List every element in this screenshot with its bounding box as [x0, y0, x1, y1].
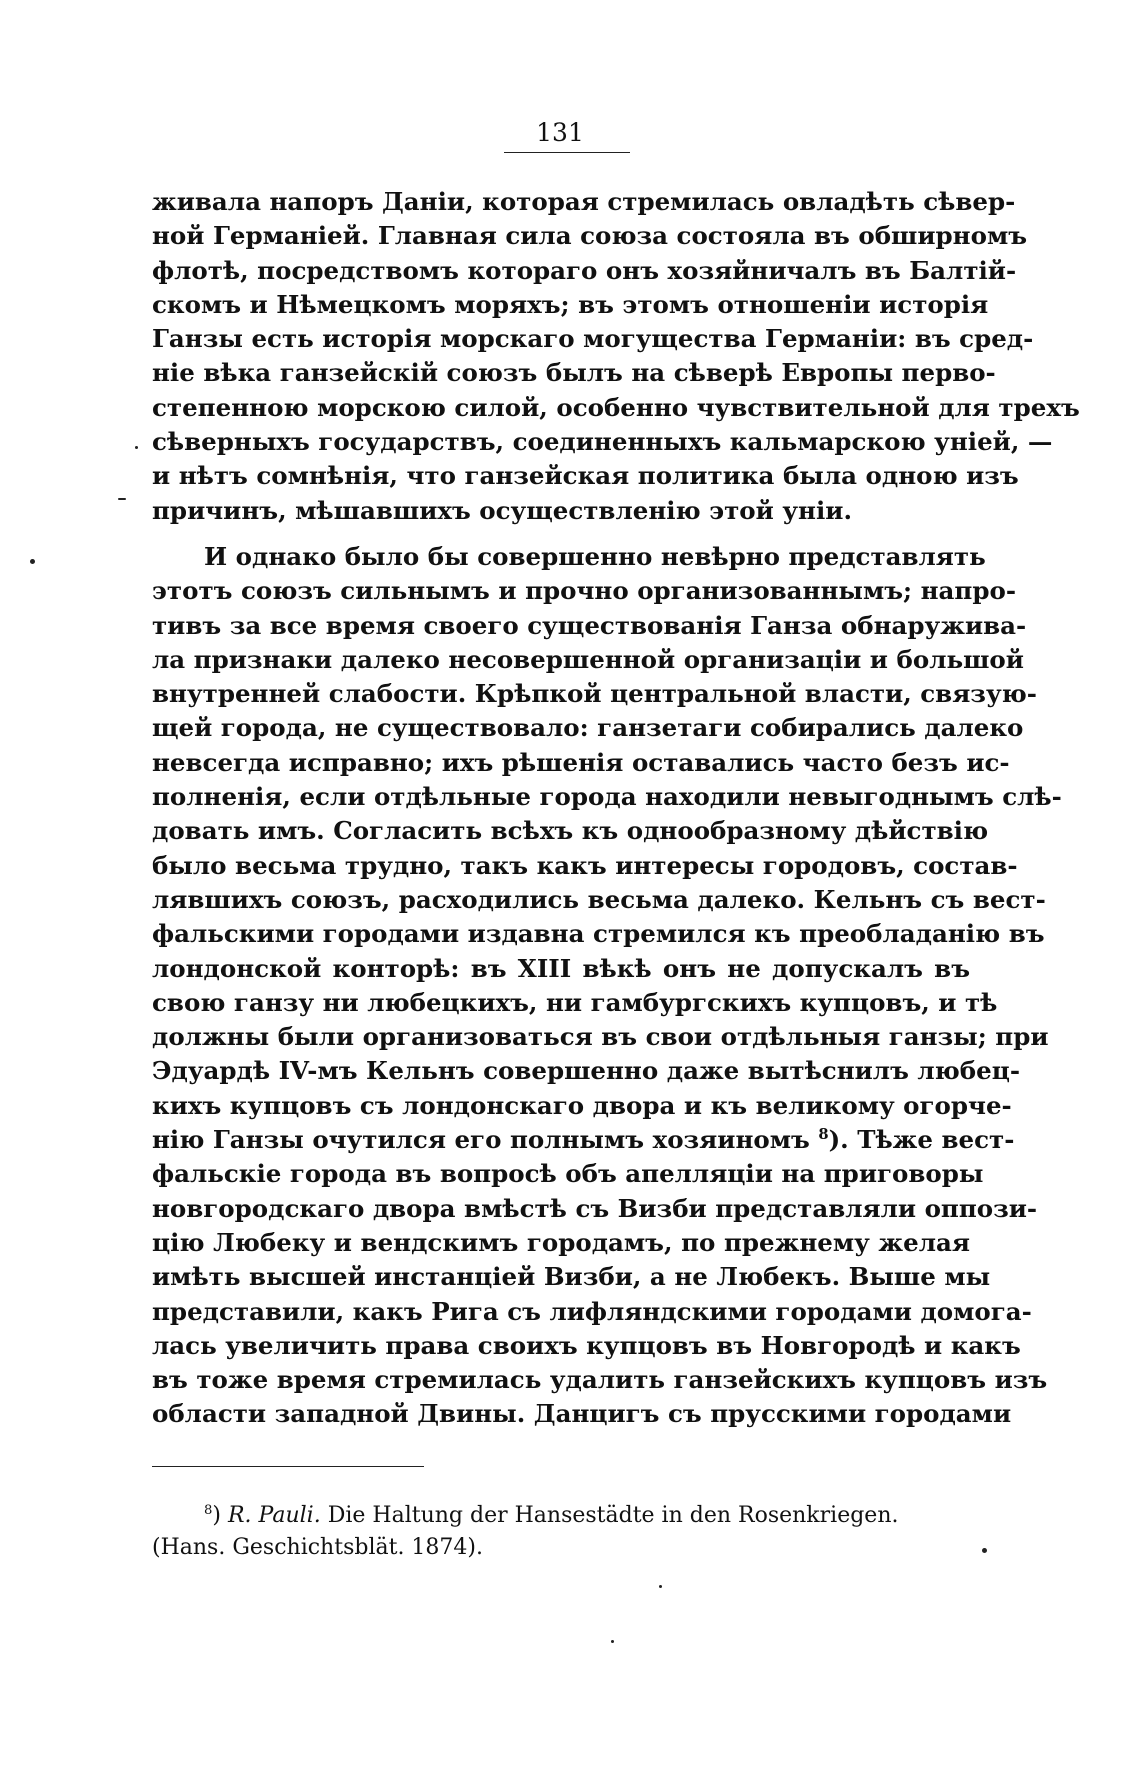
- text-line: живала напоръ Даніи, которая стремилась овладѣть сѣвер-: [152, 187, 1016, 216]
- text-line: фальскими городами издавна стремился къ преобладанію въ: [152, 919, 1045, 949]
- text-line: ніе вѣка ганзейскій союзъ былъ на сѣверѣ Европы перво-: [152, 358, 996, 388]
- footnote-author: R. Pauli.: [227, 1503, 321, 1528]
- text-line: тивъ за все время своего существованія Ганза обнаружива-: [152, 610, 1027, 640]
- text-line: имѣть высшей инстанціей Визби, а не Любекъ. Выше мы: [152, 1262, 991, 1292]
- scan-speck: [659, 1585, 662, 1588]
- footnote-marker: 8: [204, 1503, 213, 1519]
- scan-speck: [135, 446, 138, 449]
- text-line: цію Любеку и вендскимъ городамъ, по прежнему желая: [152, 1227, 970, 1257]
- page-number: 131: [536, 118, 584, 147]
- footnote-marker-close: ): [212, 1503, 221, 1528]
- text-line: причинъ, мѣшавшихъ осуществленію этой уніи.: [152, 495, 852, 525]
- paragraph-2: [152, 540, 1062, 1432]
- text-line: лявшихъ союзъ, расходились весьма далеко. Кельнъ съ вест-: [152, 884, 1046, 914]
- text-line: фальскіе города въ вопросѣ объ апелляціи на приговоры: [152, 1159, 984, 1189]
- footnote-reference[interactable]: 8: [818, 1126, 829, 1144]
- text-line: степенною морскою силой, особенно чувствительной для трехъ: [152, 392, 1080, 422]
- text-line: сѣверныхъ государствъ, соединенныхъ кальмарскою уніей, —: [152, 427, 1053, 457]
- text-line: и нѣтъ сомнѣнія, что ганзейская политика была одною изъ: [152, 461, 1019, 491]
- paragraph-1: [152, 185, 1080, 528]
- scan-speck: [118, 498, 126, 500]
- paragraph-gap: [152, 528, 970, 540]
- text-line: было весьма трудно, такъ какъ интересы городовъ, состав-: [152, 850, 1018, 880]
- text-line: въ тоже время стремилась удалить ганзейскихъ купцовъ изъ: [152, 1365, 1048, 1395]
- text-segment: ). Тѣже вест-: [828, 1125, 1015, 1155]
- text-line: должны были организоваться въ свои отдѣльныя ганзы; при: [152, 1022, 1049, 1052]
- text-line: лондонской конторѣ: въ XIII вѣкѣ онъ не допускалъ въ: [152, 953, 970, 983]
- page-number-rule: [504, 152, 630, 153]
- footnote-title: Die Haltung der Hansestädte in den Rosenkriegen.: [327, 1503, 899, 1528]
- footnote-rule: [152, 1466, 424, 1467]
- text-line: Эдуардѣ IV-мъ Кельнъ совершенно даже вытѣснилъ любец-: [152, 1056, 1021, 1086]
- body-text: [152, 185, 1080, 1432]
- text-line: Ганзы есть исторія морскаго могущества Германіи: въ сред-: [152, 324, 1034, 354]
- text-line: полненія, если отдѣльные города находили невыгоднымъ слѣ-: [152, 782, 1062, 812]
- footnote: [152, 1500, 970, 1564]
- text-line: внутренней слабости. Крѣпкой центральной власти, связую-: [152, 679, 1037, 709]
- text-line: довать имъ. Согласить всѣхъ къ однообразному дѣйствію: [152, 816, 989, 846]
- text-line: щей города, не существовало: ганзетаги собирались далеко: [152, 713, 1024, 743]
- text-segment: нію Ганзы очутился его полнымъ хозяиномъ: [152, 1125, 810, 1155]
- text-line: лась увеличить права своихъ купцовъ въ Новгородѣ и какъ: [152, 1330, 1021, 1360]
- footnote-line-1: [204, 1500, 970, 1532]
- scan-speck: [30, 559, 35, 564]
- text-line: скомъ и Нѣмецкомъ моряхъ; въ этомъ отношеніи исторія: [152, 289, 989, 319]
- text-line: кихъ купцовъ съ лондонскаго двора и къ великому огорче-: [152, 1090, 1012, 1120]
- text-line: флотѣ, посредствомъ котораго онъ хозяйничалъ въ Балтій-: [152, 255, 1017, 285]
- footnote-line-2: (Hans. Geschichtsblät. 1874).: [152, 1535, 483, 1560]
- scan-speck: [611, 1640, 614, 1643]
- text-line: области западной Двины. Данцигъ съ прусскими городами: [152, 1399, 1012, 1429]
- text-line: этотъ союзъ сильнымъ и прочно организованнымъ; напро-: [152, 576, 1017, 606]
- text-line: новгородскаго двора вмѣстѣ съ Визби представляли оппози-: [152, 1193, 1038, 1223]
- text-line: невсегда исправно; ихъ рѣшенія оставались часто безъ ис-: [152, 747, 1010, 777]
- text-line: представили, какъ Рига съ лифляндскими городами домога-: [152, 1296, 1032, 1326]
- scan-speck: [982, 1548, 987, 1553]
- text-line: ной Германіей. Главная сила союза состояла въ обширномъ: [152, 221, 1028, 251]
- text-line: ла признаки далеко несовершенной организаціи и большой: [152, 644, 1024, 674]
- text-line: свою ганзу ни любецкихъ, ни гамбургскихъ купцовъ, и тѣ: [152, 987, 998, 1017]
- text-line: И однако было бы совершенно невѣрно представлять: [204, 541, 986, 571]
- text-line-with-footnote-ref: [152, 1123, 1015, 1157]
